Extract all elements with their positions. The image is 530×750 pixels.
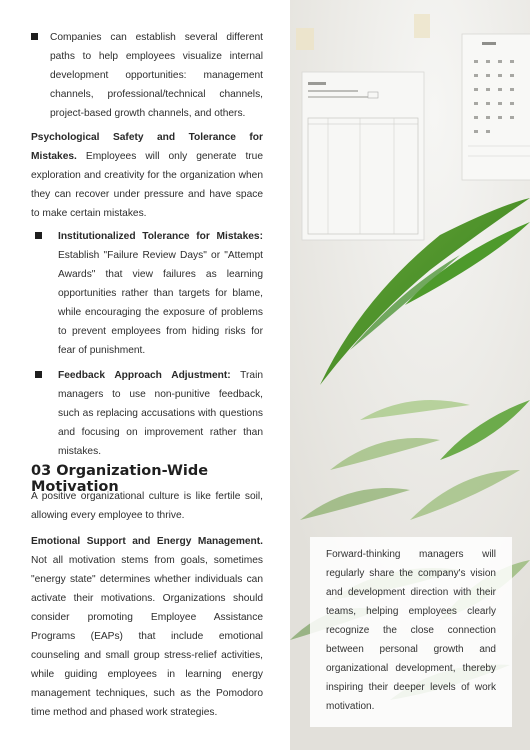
- bullet-body: Train managers to use non-punitive feedback, such as replacing accusations with questions and focusing on improvement rather than mistakes.: [58, 370, 263, 457]
- callout-box: [310, 537, 512, 727]
- bullet-body: Establish "Failure Review Days" or "Attempt Awards" that view failures as learning opportunities rather than targets for blame, while encouraging the exposure of problems to prevent employees from hiding risks for fear of punishment.: [58, 250, 263, 356]
- bullet-square-icon: [31, 33, 38, 40]
- emotional-paragraph: [31, 532, 263, 722]
- psych-paragraph: [31, 128, 263, 223]
- pinned-sheet: [302, 72, 424, 240]
- bullet-text: Companies can establish several different paths to help employees visualize internal development opportunities: management channels, professional/technical channels, project-based growth channels, and others.: [50, 32, 263, 119]
- list-item: [31, 28, 263, 124]
- bullet-title: Institutionalized Tolerance for Mistakes:: [58, 231, 263, 242]
- emotional-text: Not all motivation stems from goals, sometimes "energy state" determines whether individuals can activate their motivations. Organizations should consider promoting Employee Assistance Programs (EAPs) that include emotional counseling and small group stress-relief activities, while guiding employees in learning energy management techniques, such as the Pomodoro time method and phased work strategies.: [31, 555, 263, 718]
- bullet-square-icon: [35, 232, 42, 239]
- intro-paragraph: A positive organizational culture is like fertile soil, allowing every employee to thrive.: [31, 491, 263, 521]
- bullet-text: [58, 227, 263, 360]
- list-item: [35, 366, 263, 458]
- psych-heading: Psychological Safety and Tolerance for Mistakes.: [31, 132, 263, 162]
- bullet-text: [58, 366, 263, 461]
- psych-text: Employees will only generate true exploration and creativity for the organization when they can recover under pressure and have space to make certain mistakes.: [31, 151, 263, 219]
- calendar-sheet: [462, 34, 530, 180]
- bullet-square-icon: [35, 371, 42, 378]
- bullet-title: Feedback Approach Adjustment:: [58, 370, 231, 381]
- list-item: [35, 227, 263, 357]
- emotional-heading: Emotional Support and Energy Management.: [31, 536, 263, 547]
- callout-text: Forward-thinking managers will regularly share the company's vision and development direction with their teams, helping employees clearly recognize the close connection between personal growth and organizational development, thereby inspiring their deeper levels of work motivation.: [326, 549, 496, 712]
- section-heading: 03 Organization-Wide Motivation: [31, 463, 209, 495]
